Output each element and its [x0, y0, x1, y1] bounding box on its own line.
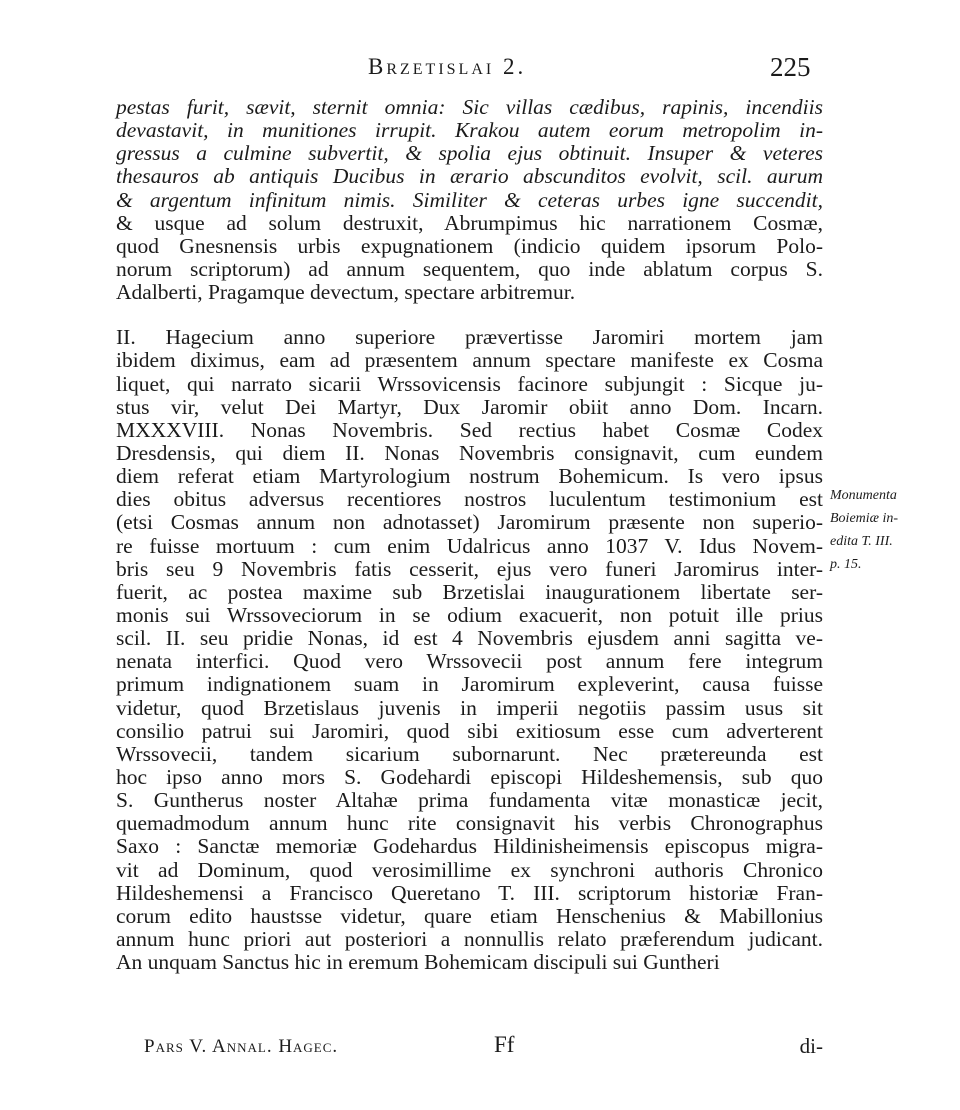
text-line: gressus a culmine subvertit, & spolia ejus obtinuit. Insuper & veteres [116, 141, 823, 166]
text-line: consilio patrui sui Jaromiri, quod sibi exitiosum esse cum adverterent [116, 718, 823, 743]
body-text [116, 96, 823, 974]
text-line: annum hunc priori aut posteriori a nonnullis relato præferendum judicant. [116, 926, 823, 951]
text-line: S. Guntherus noster Altahæ prima fundamenta vitæ monasticæ jecit, [116, 788, 823, 813]
text-line: monis sui Wrssoveciorum in se odium exacuerit, non potuit ille prius [116, 602, 823, 627]
catchword: di- [799, 1034, 823, 1058]
signature-mark: Ff [494, 1032, 515, 1057]
text-line: corum edito haustsse videtur, quare etiam Henschenius & Mabillonius [116, 903, 823, 928]
text-line: vit ad Dominum, quod verosimillime ex synchroni authoris Chronico [116, 857, 823, 882]
marginal-note-line: p. 15. [830, 557, 862, 572]
text-line: nenata interfici. Quod vero Wrssovecii post annum fere integrum [116, 649, 823, 674]
text-line: bris seu 9 Novembris fatis cesserit, ejus vero funeri Jaromirus inter- [116, 556, 823, 581]
text-line: pestas furit, sævit, sternit omnia: Sic villas cædibus, rapinis, incendiis [116, 95, 823, 119]
text-line: liquet, qui narrato sicarii Wrssovicensis facinore subjungit : Sicque ju- [116, 371, 823, 396]
paragraph-gap [116, 304, 823, 326]
text-line: Wrssovecii, tandem sicarium subornarunt. Nec prætereunda est [116, 741, 823, 766]
text-line: thesauros ab antiquis Ducibus in ærario abscunditos evolvit, scil. aurum [116, 164, 823, 189]
text-line: re fuisse mortuum : cum enim Udalricus anno 1037 V. Idus Novem- [116, 533, 823, 558]
text-line: scil. II. seu pridie Nonas, id est 4 Novembris ejusdem anni sagitta ve- [116, 626, 823, 651]
text-line: quod Gnesnensis urbis expugnationem (indicio quidem ipsorum Polo- [116, 233, 823, 258]
running-title: Brzetislai 2. [368, 54, 527, 79]
text-line: stus vir, velut Dei Martyr, Dux Jaromir obiit anno Dom. Incarn. [116, 394, 823, 419]
text-line: Dresdensis, qui diem II. Nonas Novembris consignavit, cum eundem [116, 440, 823, 465]
text-line: fuerit, ac postea maxime sub Brzetislai inaugurationem libertate ser- [116, 579, 823, 604]
footer-signature: Pars V. Annal. Hagec. [144, 1036, 339, 1057]
text-line: videtur, quod Brzetislaus juvenis in imperii negotiis passim usus sit [116, 695, 823, 720]
running-head [0, 46, 960, 86]
text-line: Hildeshemensi a Francisco Queretano T. III. scriptorum historiæ Fran- [116, 880, 823, 905]
text-line: devastavit, in munitiones irrupit. Krakou autem eorum metropolim in- [116, 118, 823, 143]
paragraph-1 [116, 96, 823, 304]
text-line: Adalberti, Pragamque devectum, spectare arbitremur. [116, 280, 576, 305]
page-number: 225 [770, 52, 811, 82]
text-line: norum scriptorum) ad annum sequentem, quo inde ablatum corpus S. [116, 256, 823, 281]
text-line: An unquam Sanctus hic in eremum Bohemicam discipuli sui Guntheri [116, 950, 720, 975]
paragraph-2 [116, 326, 823, 974]
text-line: hoc ipso anno mors S. Godehardi episcopi Hildeshemensis, sub quo [116, 764, 823, 789]
text-line: dies obitus adversus recentiores nostros luculentum testimonium est [116, 487, 823, 512]
text-line: & usque ad solum destruxit, Abrumpimus hic narrationem Cosmæ, [116, 210, 823, 235]
page-footer [116, 1032, 823, 1064]
text-line: & argentum infinitum nimis. Similiter & ceteras urbes igne succendit, [116, 187, 823, 212]
text-line: diem referat etiam Martyrologium nostrum Bohemicum. Is vero ipsus [116, 464, 823, 489]
marginal-note [830, 484, 958, 576]
marginal-note-line: Boiemiæ in- [830, 511, 899, 526]
text-line: (etsi Cosmas annum non adnotasset) Jaromirum præsente non superio- [116, 510, 823, 535]
marginal-note-line: Monumenta [830, 488, 897, 503]
text-line: quemadmodum annum hunc rite consignavit his verbis Chronographus [116, 811, 823, 836]
text-line: MXXXVIII. Nonas Novembris. Sed rectius habet Cosmæ Codex [116, 417, 823, 442]
text-line: II. Hagecium anno superiore prævertisse Jaromiri mortem jam [116, 325, 823, 350]
marginal-note-line: edita T. III. [830, 534, 893, 549]
text-line: primum indignationem suam in Jaromirum expleverint, causa fuisse [116, 672, 823, 697]
text-line: Saxo : Sanctæ memoriæ Godehardus Hildinisheimensis episcopus migra- [116, 834, 823, 859]
text-line: ibidem diximus, eam ad præsentem annum spectare manifeste ex Cosma [116, 348, 823, 373]
